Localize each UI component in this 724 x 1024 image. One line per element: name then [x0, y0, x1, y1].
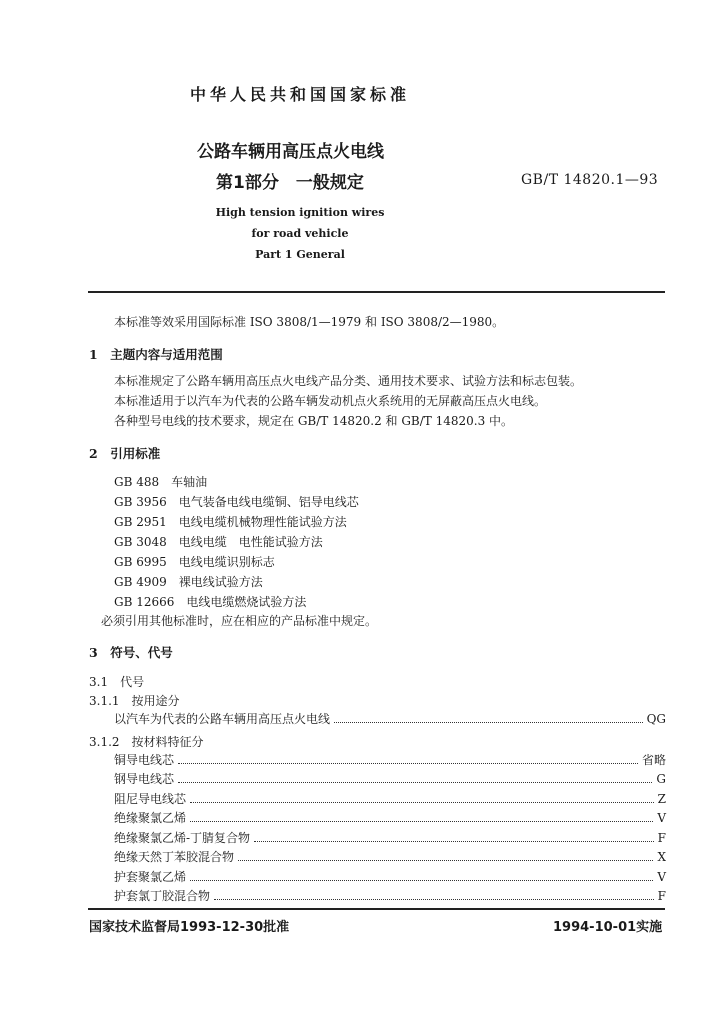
code-entry-label: 钢导电线芯: [114, 772, 175, 786]
code-entry-value: V: [657, 811, 666, 825]
code-entry-value: F: [657, 889, 666, 903]
code-entry-label: 绝缘天然丁苯胶混合物: [114, 850, 235, 864]
dot-leader: [190, 801, 654, 803]
intro-text: 本标准等效采用国际标准 ISO 3808/1—1979 和 ISO 3808/2—1980。: [114, 315, 505, 329]
reference-item: GB 12666 电线电缆燃烧试验方法: [114, 595, 307, 609]
section-1-heading: 1 主题内容与适用范围: [89, 347, 223, 362]
code-entry-value: QG: [646, 712, 666, 726]
code-entry-value: Z: [657, 792, 666, 806]
approval-date: 国家技术监督局1993-12-30批准: [89, 920, 290, 935]
standard-number: GB/T 14820.1—93: [521, 172, 659, 188]
reference-item: GB 2951 电线电缆机械物理性能试验方法: [114, 515, 347, 529]
section-3-1-1-heading: 3.1.1 按用途分: [89, 694, 180, 708]
section-3-1-2-heading: 3.1.2 按材料特征分: [89, 735, 204, 749]
dot-leader: [254, 840, 654, 842]
dot-leader: [190, 820, 653, 822]
title-english-line1: High tension ignition wires: [215, 206, 385, 219]
top-divider: [88, 291, 665, 293]
code-entry-material: [114, 770, 666, 786]
code-entry-material: [114, 809, 666, 825]
section-3-1-heading: 3.1 代号: [89, 675, 145, 689]
code-entry-value: X: [657, 850, 666, 864]
section-1-para-2: 本标准适用于以汽车为代表的公路车辆发动机点火系统用的无屏蔽高压点火电线。: [114, 394, 547, 408]
title-english-line2: for road vehicle: [251, 227, 349, 240]
title-chinese-line1: 公路车辆用高压点火电线: [197, 142, 384, 162]
code-entry-value: G: [656, 772, 666, 786]
code-entry-label: 阻尼导电线芯: [114, 792, 187, 806]
code-entry-label: 护套聚氯乙烯: [114, 870, 187, 884]
section-1-para-1: 本标准规定了公路车辆用高压点火电线产品分类、通用技术要求、试验方法和标志包装。: [114, 374, 583, 388]
code-entry-material: [114, 790, 666, 806]
effective-date: 1994-10-01实施: [553, 920, 663, 935]
reference-item: GB 3048 电线电缆 电性能试验方法: [114, 535, 323, 549]
dot-leader: [178, 762, 638, 764]
code-entry-value: V: [657, 870, 666, 884]
title-english-line3: Part 1 General: [255, 248, 345, 261]
code-entry-material: [114, 848, 666, 864]
dot-leader: [238, 859, 653, 861]
code-entry-usage: [114, 710, 666, 726]
code-entry-material: [114, 829, 666, 845]
code-entry-label: 以汽车为代表的公路车辆用高压点火电线: [114, 712, 331, 726]
code-entry-label: 护套氯丁胶混合物: [114, 889, 211, 903]
code-entry-material: [114, 868, 666, 884]
reference-item: GB 6995 电线电缆识别标志: [114, 555, 275, 569]
code-entry-label: 绝缘聚氯乙烯: [114, 811, 187, 825]
code-entry-label: 铜导电线芯: [114, 753, 175, 767]
code-entry-value: F: [657, 831, 666, 845]
code-entry-label: 绝缘聚氯乙烯-丁腈复合物: [114, 831, 251, 845]
dot-leader: [190, 879, 653, 881]
title-chinese-line2: 第1部分 一般规定: [216, 173, 364, 193]
reference-note: 必须引用其他标准时，应在相应的产品标准中规定。: [101, 614, 378, 628]
section-2-heading: 2 引用标准: [89, 446, 161, 461]
dot-leader: [214, 898, 654, 900]
section-3-heading: 3 符号、代号: [89, 645, 173, 660]
reference-item: GB 4909 裸电线试验方法: [114, 575, 263, 589]
code-entry-material: [114, 751, 666, 767]
document-header: 中华人民共和国国家标准: [189, 85, 410, 104]
dot-leader: [334, 721, 643, 723]
reference-item: GB 488 车轴油: [114, 475, 208, 489]
section-1-para-3: 各种型号电线的技术要求，规定在 GB/T 14820.2 和 GB/T 14820.3 中。: [114, 414, 514, 428]
bottom-divider: [88, 908, 665, 910]
reference-item: GB 3956 电气装备电线电缆铜、铝导电线芯: [114, 495, 359, 509]
code-entry-material: [114, 887, 666, 903]
dot-leader: [178, 781, 652, 783]
code-entry-value: 省略: [641, 753, 666, 767]
